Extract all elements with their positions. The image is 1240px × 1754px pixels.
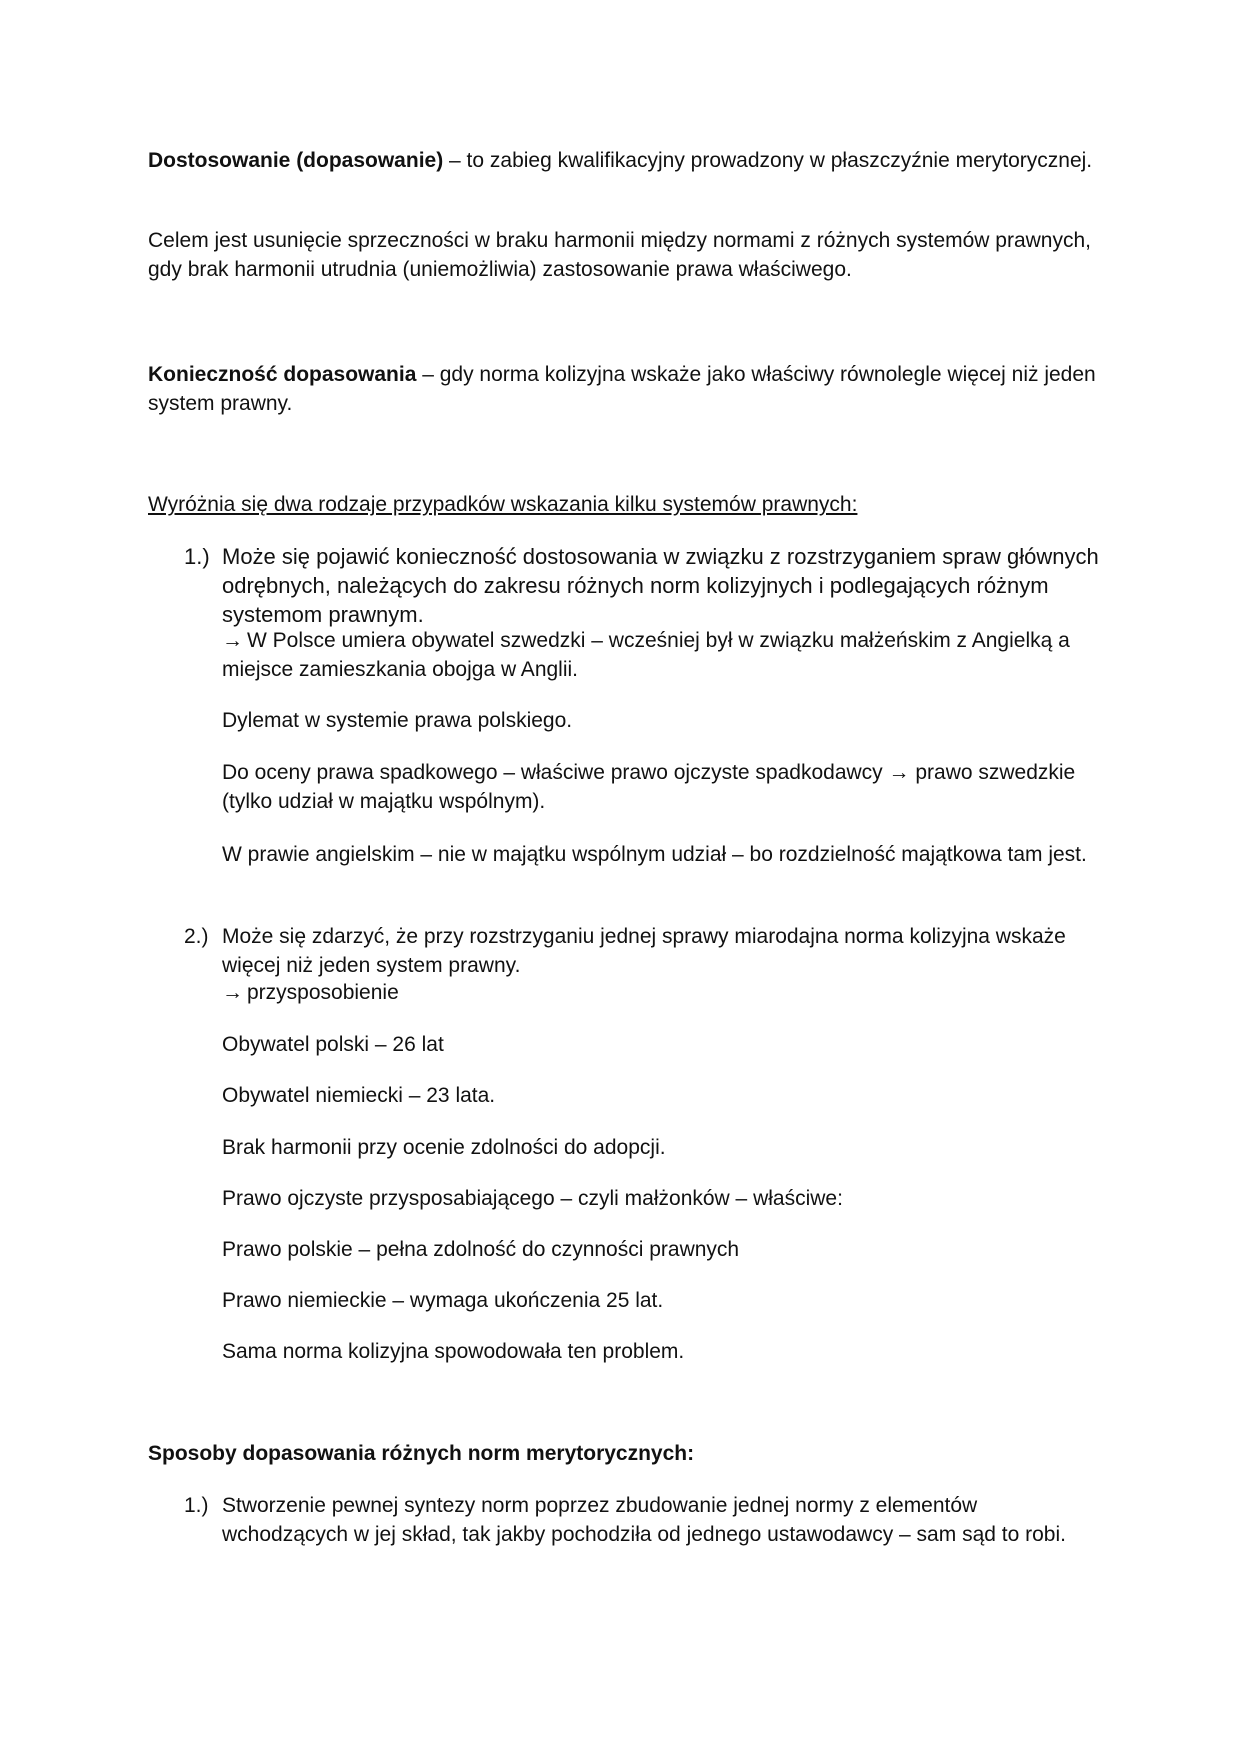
case2-number: 2.) (184, 925, 209, 948)
case1-note: Do oceny prawa spadkowego – właściwe prawo ojczyste spadkodawcy → prawo szwedzkie (tylko udział w majątku wspólnym). (222, 761, 1076, 813)
heading-methods-text: Sposoby dopasowania różnych norm merytorycznych: (148, 1442, 695, 1465)
case1-note: W prawie angielskim – nie w majątku wspólnym udział – bo rozdzielność majątkowa tam jest. (222, 843, 1087, 866)
case2-note: Prawo polskie – pełna zdolność do czynności prawnych (222, 1238, 740, 1261)
case1-note: Dylemat w systemie prawa polskiego. (222, 709, 573, 732)
case2-note: Obywatel polski – 26 lat (222, 1033, 444, 1056)
case1-example (222, 626, 1102, 684)
definition-text: – to zabieg kwalifikacyjny prowadzony w płaszczyźnie merytorycznej. (443, 149, 1093, 172)
heading-cases: Wyróżnia się dwa rodzaje przypadków wskazania kilku systemów prawnych: (148, 493, 858, 516)
case2-note: Prawo ojczyste przysposabiającego – czyli małżonków – właściwe: (222, 1187, 843, 1210)
arrow-icon: → (222, 981, 243, 1004)
method1-number: 1.) (184, 1494, 209, 1517)
term-dostosowanie: Dostosowanie (dopasowanie) (148, 149, 444, 172)
necessity-text: – gdy norma kolizyjna wskaże jako właściwy równolegle więcej niż jeden system prawny. (148, 363, 1096, 415)
paragraph-definition (148, 146, 1098, 175)
case1-text: Może się pojawić konieczność dostosowania w związku z rozstrzyganiem spraw głównych odrębnych, należących do zakresu różnych norm kolizyjnych i podlegających różnym systemom prawnym. (222, 544, 1099, 627)
case1-example-text: W Polsce umiera obywatel szwedzki – wcześniej był w związku małżeńskim z Angielką a miejsce zamieszkania obojga w Anglii. (222, 629, 1070, 681)
paragraph-purpose: Celem jest usunięcie sprzeczności w braku harmonii między normami z różnych systemów prawnych, gdy brak harmonii utrudnia (uniemożliwia) zastosowanie prawa właściwego. (148, 229, 1092, 281)
heading-methods (148, 1439, 1098, 1468)
case1-number: 1.) (184, 544, 210, 569)
paragraph-necessity (148, 360, 1098, 418)
case2-note: Prawo niemieckie – wymaga ukończenia 25 lat. (222, 1289, 664, 1312)
case2-example (222, 978, 1102, 1007)
arrow-icon: → (222, 629, 243, 652)
case2-note: Obywatel niemiecki – 23 lata. (222, 1084, 496, 1107)
case2-example-text: przysposobienie (247, 981, 399, 1004)
case2-note: Brak harmonii przy ocenie zdolności do adopcji. (222, 1136, 666, 1159)
case2-text: Może się zdarzyć, że przy rozstrzyganiu jednej sprawy miarodajna norma kolizyjna wskaże więcej niż jeden system prawny. (222, 925, 1066, 977)
term-koniecznosc: Konieczność dopasowania (148, 363, 417, 386)
case2-note: Sama norma kolizyjna spowodowała ten problem. (222, 1340, 685, 1363)
method1-text: Stworzenie pewnej syntezy norm poprzez zbudowanie jednej normy z elementów wchodzących w jej skład, tak jakby pochodziła od jednego ustawodawcy – sam sąd to robi. (222, 1494, 1066, 1546)
